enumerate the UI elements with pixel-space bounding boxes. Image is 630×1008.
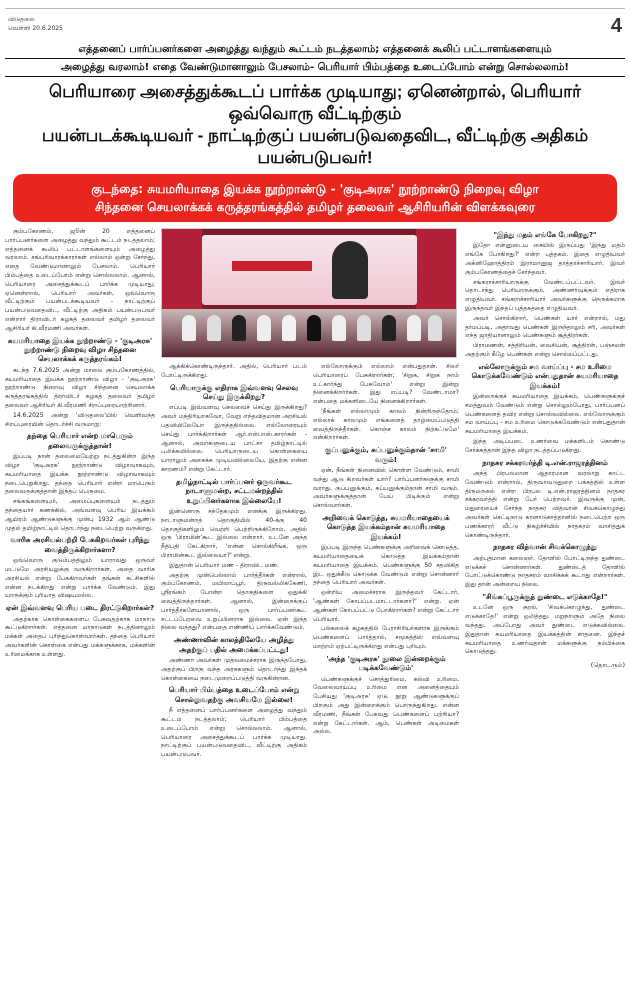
- seated-person: [307, 315, 321, 341]
- paragraph: அந்த பிரபலமான ஆதாரமான வரலாறு காட்ட வேண்டும் என்றால், திருவாவடுதுறை பக்கத்தில் உள்ள திருமருகல் என்ற பிரபல டி.என்.ராஜரத்தினம் நாதசுர சக்கரவர்த்தி என்று பேர் பெற்றவர். இவருக்கு முன், மதுரையைச் சேர்ந்த நாதசுர வித்வான் சிவக்கொழுந்து அவர்கள் செட்டிநாடு கானாடுகாத்தானில் நடைபெற்ற ஒரு பணக்காரர் வீட்டு நிகழ்ச்சியில் நாதசுரம் வாசித்துக் கொண்டிருந்தார்.: [465, 469, 625, 539]
- paragraph: சங்கங்களையும், அமைப்புகளையும் நடத்தும் தந்தையார் கணக்கில், அவ்வளவு பெரிய இயக்கம் ஆயிரம் ஆண்டுகளுக்கு முன்பு 1932 ஆம் ஆண்டு முதல் தமிழ்நாட்டில் தொடர்ந்து நடைபெற்று வருகிறது.: [5, 498, 155, 532]
- backdrop-title-strip: [232, 261, 312, 271]
- subheading: "சிங்கப்பூருக்குத் துண்டை எடுக்காதே!": [482, 592, 608, 601]
- subheading: அறிவைக் கொடுத்த, சுயமரியாதையைக் கொடுத்த இயக்கம்தான் சுயமரியாதை இயக்கம்!: [322, 513, 450, 541]
- paragraph: 14.6.2025 அன்று 'விடுதலை'யில் வெளிவந்த சிறப்புரையின் தொடர்ச்சி வருமாறு:: [5, 411, 155, 428]
- article-column-3: [313, 363, 459, 761]
- paragraph: அதற்காக கொள்கைகளைப் பேசுவதற்காக மாநாடு கூட்டுகிறார்கள். எத்தனை மாநாடுகள் நடத்தினாலும் மக்கள் அதைப் புரிந்துகொள்வார்கள். தந்தை பெரியார் அவர்களின் கொள்கை என்பது மக்களுக்காக, மக்களின் உரிமைக்காக உள்ளது.: [5, 615, 155, 658]
- photo-side-banner: [162, 229, 202, 309]
- event-photo: [161, 228, 457, 358]
- middle-columns: [161, 363, 459, 761]
- seated-person: [407, 315, 421, 341]
- paper-name: விடுதலை: [8, 16, 35, 23]
- subheadline-line-1: குடந்தை: சுயமரியாதை இயக்க நூற்றாண்டு - 'குடிஅரசு' நூற்றாண்டு நிறைவு விழா: [91, 182, 539, 196]
- seated-person: [207, 315, 221, 341]
- subheading: தந்தை பெரியார் என்ற மாபெரும் தலைவருக்குத்தான்!: [27, 432, 133, 450]
- seated-person: [382, 315, 396, 341]
- paragraph: இதுதான் பெரியார் மண் - திராவிட மண்.: [169, 561, 280, 569]
- kicker-line-2: அழைத்து வரலாம்! எதை வேண்டுமானாலும் பேசலாம்- பெரியார் பிம்பத்தை உடைப்போம் என்று சொல்லலாம்!: [5, 59, 625, 77]
- paragraph: எல்லோருக்கும் எல்லாம் என்பதுதான். சிலர் பெரியாரைப் பேசுகிறார்கள்; 'சிறுக, சிறுக நாம் உட்கார்ந்து பேசுவோம்' என்று இன்று நினைக்கிறார்கள். இது எப்படி? வேண்டாமா? என்பதை மக்களிடையே நினைக்கிறார்கள்.: [313, 363, 459, 406]
- paragraph: ஒவ்வொரு குடும்பத்திலும் யாராவது ஒருவர் மட்டுமே அரசியலுக்கு வருகிறார்கள். அதை வாரிசு அரசியல் என்று பேசுகிறவர்கள் தங்கள் கட்சிகளில் என்ன நடக்கிறது என்று பார்க்க வேண்டும். இது யாருக்கும் புரியாத விஷயமல்ல.: [5, 557, 155, 600]
- subheading: எல்லோருக்கும் சம வாய்ப்பு - சம உரிமை கொடுக்கவேண்டும் என்பதுதான் சுயமரியாதை இயக்கம்!: [471, 362, 619, 390]
- paragraph: ஆக்கிக்கொண்டிருந்தார். அதில், பெரியார் படம் போட்டிருக்கிறது.: [161, 363, 307, 379]
- subheadline-line-2: சிந்தனை செயலாக்கக் கருத்தரங்கத்தில் தமிழர் தலைவர் ஆசிரியரின் விளக்கவுரை: [94, 200, 535, 214]
- paragraph: இன்னொரு சந்தேகமும் எனக்கு இருக்கிறது. நாடாளுமன்றத் தொகுதியில் 40-க்கு 40 தொகுதிகளிலும் வெற்றி பெற்றிருக்கிறோம். அதில் ஒரு 'பிராமின்'கூட இல்லை என்றார். உடனே அந்த நீதிபதி கேட்கிறார், 'என்ன சொல்கிறீங்க, ஒரு பிராமின்கூட இல்லையா?' என்று.: [161, 508, 307, 559]
- masthead-row: [5, 9, 625, 41]
- subheading: பெரியாருக்கு எதிராக இவ்வளவு செலவு செய்து இருக்கிறது?: [170, 383, 298, 401]
- subheading: அண்ணாவின் காலத்திலேயே அழித்து அதற்குப் பதில் அமைக்கப்பட்டது!: [173, 636, 295, 654]
- paragraph: நீ எத்தனைப் பார்ப்பனர்களை அழைத்து வந்தும் கூட்டம் நடத்தலாம்; பெரியார் பிம்பத்தை உடைப்போம் என்று சொல்லலாம். ஆனால், பெரியாரை அசைத்துக்கூடப் பார்க்க முடியாது. நாட்டிற்குப் பயன்படுவதைவிட, வீட்டிற்கு அதிகம் பயன்படுபவர்.: [161, 707, 307, 759]
- backdrop-portrait: [332, 241, 368, 299]
- seated-person: [282, 315, 296, 341]
- subheading: நாதசுர வித்வான் சிவக்கொழுந்து: [493, 543, 597, 552]
- seated-person: [232, 315, 246, 341]
- subheading: வாரிசு அரசியல்பற்றி பேசுகிறவர்கள் புரிந்து வைத்திருக்கிறார்களா?: [10, 536, 150, 554]
- paragraph: அண்ணா அவர்கள் முதலமைச்சராக இருந்தபோது, அதற்குப் பிறகு வந்த அரசுகளும் தொடர்ந்து இந்தக் கொள்கையை நடைமுறைப்படுத்தி வருகின்றன.: [161, 656, 307, 682]
- paragraph: எப்படி இவ்வளவு செலவைச் செய்து இருக்கிறது? அவர் மந்திரியாகவோ, வேறு எந்தவிதமான அரசியல் பதவியிலேயோ இருந்ததில்லை. எல்லோரையும் செய்து பார்க்கிறார்கள் ஆர்.எஸ்.எஸ்.காரர்கள் - ஆனால், அவர்களுடைய பாட்சா தமிழ்நாட்டில் பலிக்கவில்லை. பெரியாருடைய கொள்கையை யாராலும் அசைக்க முடியவில்லையே, இதற்கு என்ன காரணம்? என்று கேட்டார்.: [161, 404, 307, 473]
- subheading: சுயமரியாதை இயக்க நூற்றாண்டு - 'குடிஅரசு' நூற்றாண்டு நிறைவு விழா சிந்தனை செயலாக்கக் கருத்தரங்கம்!: [7, 336, 153, 364]
- seated-person: [182, 315, 196, 341]
- subheading: குப்பனுக்கும், சுப்பனுக்கும்தான் 'சாமி' வரும்!: [325, 446, 447, 464]
- seated-person: [357, 315, 371, 341]
- subheading: தமிழ்நாட்டில் பார்ப்பனர் ஒருவர்கூட நாடாளுமன்ற, சட்டமன்றத்தில் உறுப்பினர்களாக இல்லையே!: [176, 477, 292, 505]
- seated-person: [257, 315, 271, 341]
- continued-marker: (தொடரும்): [590, 661, 625, 670]
- paragraph: பல்கலைக் கழகத்தில் பேராசிரியர்களாக இருக்கும் பெண்களைப் பார்த்தால், சமூகத்தில் எவ்வளவு மாற்றம் ஏற்பட்டிருக்கிறது என்பது புரியும்.: [313, 625, 459, 650]
- paragraph: கும்பகோணம், ஜூன் 20 எத்தனைப் பார்ப்பனர்களை அழைத்து வந்தும் கூட்டம் நடத்தலாம்; எத்தனைக் கூலிப் பட்டாளங்களையும் அழைத்து வரலாம். சங்பரிவாரக்காரர்கள் எல்லாம் ஒன்று சேர்ந்து, எதை வேண்டுமானாலும் பேசலாம். பெரியார் பிம்பத்தை உடைப்போம் என்று சொல்லலாம். ஆனால், பெரியாரை அசைத்துக்கூடப் பார்க்க முடியாது; ஏனென்றால், பெரியார் அவர்கள், ஒவ்வொரு வீட்டிற்கும் பயன்படக்கூடியவர் - நாட்டிற்குப் பயன்படுவதைவிட, வீட்டிற்கு அதிகம் பயன்படுபவர் என்றார் திராவிடர் கழகத் தலைவர் தமிழர் தலைவர் ஆசிரியர் கி.வீரமணி அவர்கள்.: [5, 228, 155, 332]
- paragraph: இன்றைக்குச் சுயமரியாதை இயக்கம், பெண்களுக்குச் சமத்துவம் வேண்டும் என்று சொல்லும்போது, பார்ப்பனப் பெண்களைத் தவிர என்று சொல்லவில்லை. எல்லோருக்கும் சம வாய்ப்பு - சம உரிமை கொடுக்கவேண்டும் என்பதுதான் சுயமரியாதை இயக்கம்.: [465, 392, 625, 436]
- paragraph: உடனே ஒரு குரல், 'சிவக்கொழுந்து, துண்டை எடுக்காதே!' என்று ஒலித்தது. மறுநாளும் அதே நிலை வந்தது. அப்போது அவர் துண்டை எடுக்கவில்லை. இதுதான் சுயமரியாதை இயக்கத்தின் சாதனை. இந்தச் சுயமரியாதை உணர்வுதான் மக்களுக்கு நம்பிக்கை கொடுத்தது.: [465, 604, 625, 656]
- paragraph: அற்புதமான கலைஞர். தோளில் போட்டிருந்த துண்டை எடுக்கச் சொன்னார்கள். துண்டைத் தோளில் போட்டுக்கொண்டு நாதசுரம் வாசிக்கக் கூடாது என்றார்கள். இது தான் அன்றைய நிலை.: [465, 554, 625, 589]
- headline-line-1: பெரியாரை அசைத்துக்கூடப் பார்க்க முடியாது; ஏனென்றால், பெரியார் ஒவ்வொரு வீட்டிற்கும்: [49, 82, 581, 123]
- paragraph: இந்த அடிப்படை உணர்வை மக்களிடம் கொண்டு சேர்க்கத்தான் இந்த விழா நடத்தப்படுகிறது.: [465, 437, 625, 454]
- headline-line-2: பயன்படக்கூடியவர் - நாட்டிற்குப் பயன்படுவதைவிட, வீட்டிற்கு அதிகம் பயன்படுபவர்!: [41, 126, 589, 167]
- paragraph: இப்படி இருந்த பெண்களுக்கு அறிவைக் கொடுத்த, சுயமரியாதையைக் கொடுத்த இயக்கம்தான் சுயமரியாதை இயக்கம். பெண்களுக்கு 50 சதவிகித இட ஒதுக்கீடு கொடுக்க வேண்டும் என்று சொன்னார் தந்தை பெரியார் அவர்கள்.: [313, 544, 459, 587]
- paragraph: பெண்களுக்குச் சொத்துரிமை, கல்வி உரிமை, வேலைவாய்ப்பு உரிமை என அனைத்தையும் பேசியது 'குடிஅரசு' ஏடு. நூறு ஆண்டுகளுக்குப் பிறகும் அது இன்றைக்கும் பொருந்துகிறது. என்ன வீரமணி, நீங்கள் பேசுவது பெண்களைப் பற்றியா? என்று கேட்டார்கள். ஆம், பெண்கள் அடிமைகள் அல்ல.: [313, 675, 459, 736]
- seated-person: [332, 315, 346, 341]
- subheading: ஏன் இவ்வளவு பெரிய படை திரட்டுகிறார்கள்?: [5, 604, 155, 613]
- paragraph: கடந்த 7.6.2025 அன்று மாலை கும்பகோணத்தில், சுயமரியாதை இயக்க நூற்றாண்டு விழா - 'குடிஅரசு' நூற்றாண்டு நிறைவு விழா சிந்தனை செயலாக்க கருத்தரங்கத்தில் திராவிடர் கழகத் தலைவர் தமிழர் தலைவர் ஆசிரியர் கி.வீரமணி சிறப்புரையாற்றினார்.: [5, 366, 155, 409]
- stage-backdrop: [202, 235, 417, 305]
- article-body: [5, 228, 625, 761]
- masthead: [8, 15, 63, 33]
- paragraph: 'நீங்கள் எல்லாமும் காலம் நின்றிருந்தோம்; எல்லாக் காலமும் எங்களைத் தாழ்மைப்படுத்தி வைத்திருந்தீர்கள். கொஞ்ச காலம் நிற்கட்டுமே' என்கிறார்கள்.: [313, 407, 459, 442]
- photo-side-banner: [416, 229, 456, 309]
- paragraph: இதோ என்னுடைய கையில் இருப்பது 'இந்து மதம் எங்கே போகிறது?' என்ற புத்தகம். இதை எழுதியவர் அக்னிஹோத்திரம் இராமானுஜ தாத்தாச்சாரியார். இவர் கும்பகோணத்தைச் சேர்ந்தவர்.: [465, 242, 625, 276]
- subheading: "இந்து மதம் எங்கே போகிறது?": [493, 231, 597, 239]
- seated-person: [428, 315, 442, 341]
- article-column-2: [161, 363, 307, 761]
- paragraph: சங்கராச்சாரியாருக்கு வேண்டப்பட்டவர். இவர் தொடர்ந்து பெரியாருக்கும், அண்ணாவுக்கும் எதிராக எழுதியவர். சங்கராச்சாரியார் அவர்களுக்கு நெருக்கமாக இருந்தவர் இந்தப் புத்தகத்தை எழுதியவர்.: [465, 278, 625, 312]
- subheading: 'அந்த 'குடிஅரசு' நூலை இன்றைக்கும் படிக்கவேண்டும்': [326, 654, 446, 673]
- paragraph: பிராமணன், சத்திரியன், வைசியன், சூத்திரன், பஞ்சமன் அதற்கும் கீழே பெண்கள் என்று சொல்லப்பட்டது.: [465, 342, 625, 358]
- issue-date: வெள்ளி 20.6.2025: [8, 25, 63, 32]
- paragraph: அவர் சொல்கிறார், பெண்கள் யார் என்றால், மது தர்மப்படி, அதாவது பெண்கள் இருந்தாலும் சரி, அவர்கள் எந்த ஜாதியானாலும் பெண்களும் சூத்திரர்கள்.: [465, 314, 625, 340]
- middle-section: [161, 228, 459, 761]
- page-number: 4: [610, 15, 622, 37]
- kicker-line-1: எத்தனைப் பார்ப்பனர்களை அழைத்து வந்தும் கூட்டம் நடத்தலாம்; எத்தனைக் கூலிப் பட்டாளங்களையும்: [5, 41, 625, 59]
- subheading: பெரியார் பிம்பத்தை உடைப்போம் என்று சொல்லுவதற்கு அவசியமே இல்லை!: [168, 686, 300, 704]
- article-column-1: [5, 228, 155, 761]
- paragraph: இப்படி நான் தலைமையேற்று நடத்துகின்ற இந்த விழா 'குடிஅரசு' நூற்றாண்டு விழாவாகவும், சுயமரியாதை இயக்க நூற்றாண்டு விழாவாகவும் நடைபெறுகிறது. தந்தை பெரியார் என்ற மாபெரும் தலைவருக்குத்தான் இந்தப் பெருமை.: [5, 453, 155, 496]
- subheadline-box: [13, 174, 617, 222]
- paragraph: அதற்கு முன்பெல்லாம் பார்த்தீர்கள் என்றால், கும்பகோணம், மயிலாப்பூர், திருவல்லிக்கேணி, ஸ்ரீரங்கம் போன்ற தொகுதிகளை ஒதுக்கி வைத்திருந்தார்கள். ஆனால், இன்றைக்குப் பார்த்தீர்களேயானால், ஒரு பார்ப்பனர்கூட சட்டப்பேரவை உறுப்பினராக இல்லை. ஏன் இந்த நிலை வந்தது? என்பதை எண்ணிப் பார்க்கவேண்டும்.: [161, 571, 307, 632]
- paragraph: ஏன், நீங்கள் நினைவில் கொள்ள வேண்டும், சாமி வந்து ஆடு கிறவர்கள் யார்? பார்ப்பனர்களுக்கு சாமி வராது. குப்பனுக்கும், சுப்பனுக்கும்தான் சாமி வரும். அவர்களுக்குத்தான் பேய் பிடிக்கும் என்று சொல்வார்கள்.: [313, 466, 459, 510]
- article-column-4: [465, 228, 625, 761]
- paragraph: ஒன்றிய அமைச்சராக இருந்தவர் கேட்டார், 'ஆண்கள் கோபப்படமாட்டார்களா?' என்று. ஏன் ஆண்கள் கோபப்பட்டு போகிறார்கள்? என்று கேட்டார் பெரியார்.: [313, 589, 459, 623]
- subheading: நாதசுர சக்கரவர்த்தி டி.என்.ராஜரத்தினம்: [482, 458, 608, 467]
